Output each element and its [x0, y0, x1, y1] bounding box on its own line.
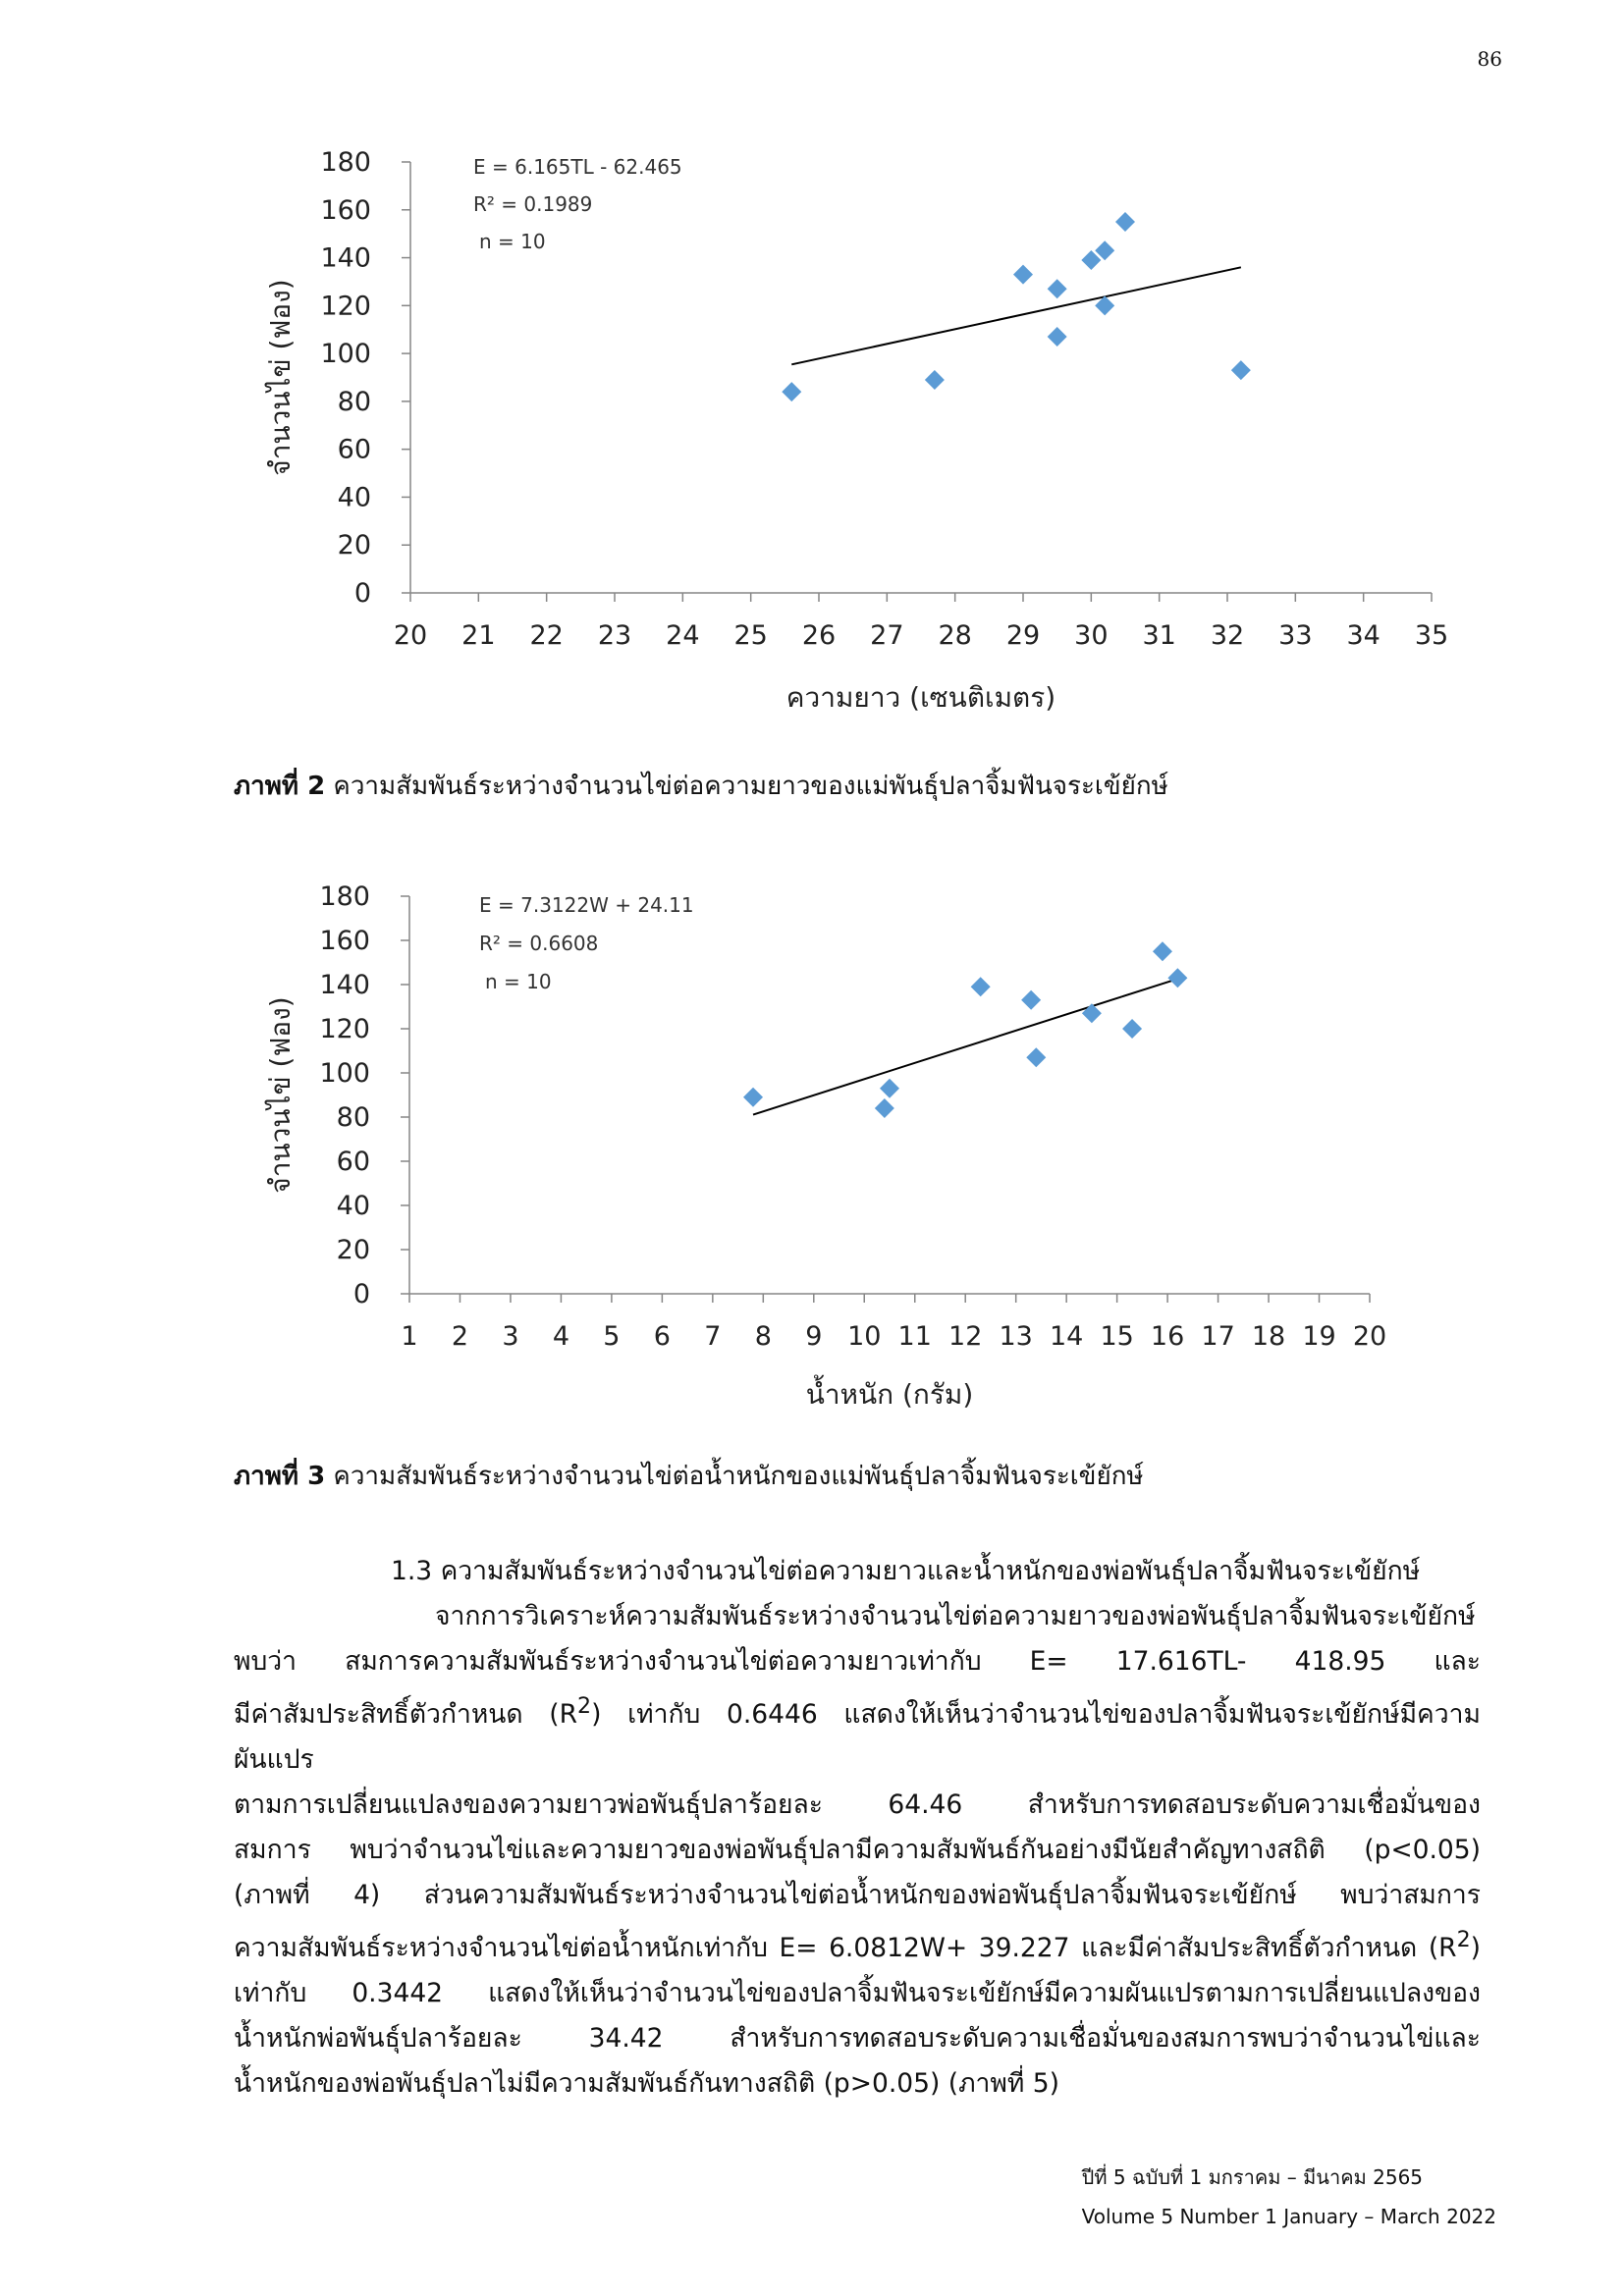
equation-annotation: R² = 0.1989	[473, 192, 593, 216]
section-heading: 1.3 ความสัมพันธ์ระหว่างจำนวนไข่ต่อความยาวและน้ำหนักของพ่อพันธุ์ปลาจิ้มฟันจระเข้ยักษ์	[391, 1556, 1421, 1586]
data-point	[1153, 941, 1172, 961]
x-tick-label: 20	[1352, 1321, 1387, 1352]
x-tick-label: 3	[502, 1321, 519, 1352]
data-point	[875, 1098, 894, 1118]
data-point	[1013, 265, 1033, 285]
figure-3-chart	[236, 879, 1492, 1448]
x-tick-label: 30	[1074, 620, 1109, 651]
data-point	[880, 1079, 899, 1098]
equation-annotation: E = 6.165TL - 62.465	[473, 155, 682, 179]
x-tick-label: 15	[1100, 1321, 1134, 1352]
data-point	[1231, 360, 1251, 380]
x-tick-label: 27	[870, 620, 904, 651]
x-tick-label: 33	[1278, 620, 1313, 651]
figure-2-caption	[234, 766, 1168, 806]
x-tick-label: 10	[847, 1321, 882, 1352]
figure-2-chart	[236, 137, 1492, 746]
paragraph-line: เท่ากับ 0.3442 แสดงให้เห็นว่าจำนวนไข่ของปลาจิ้มฟันจระเข้ยักษ์มีความผันแปรตามการเปลี่ยนแปลงของ	[234, 1977, 1481, 2008]
equation-annotation: R² = 0.6608	[479, 932, 599, 955]
x-tick-label: 24	[666, 620, 700, 651]
y-tick-label: 140	[319, 970, 370, 1000]
y-tick-label: 120	[319, 1014, 370, 1044]
figure-2-label: ภาพที่ 2	[234, 772, 326, 801]
equation-annotation: n = 10	[485, 970, 552, 993]
x-tick-label: 28	[938, 620, 972, 651]
figure-3-caption	[234, 1456, 1144, 1496]
page-number: 86	[1477, 47, 1502, 71]
paragraph-line: มีค่าสัมประสิทธิ์ตัวกำหนด $(R^2)$ เท่ากับ 0.6446 แสดงให้เห็นว่าจำนวนไข่ของปลาจิ้มฟันจระเข้ยักษ์มีความผันแปร	[234, 1694, 1481, 1775]
paragraph-line: น้ำหนักของพ่อพันธุ์ปลาไม่มีความสัมพันธ์กันทางสถิติ (p>0.05) (ภาพที่ 5)	[234, 2067, 1059, 2099]
y-tick-label: 40	[336, 1191, 370, 1221]
figure-2-caption-text: ความสัมพันธ์ระหว่างจำนวนไข่ต่อความยาวของแม่พันธุ์ปลาจิ้มฟันจระเข้ยักษ์	[325, 772, 1168, 801]
x-tick-label: 32	[1210, 620, 1245, 651]
data-point	[1115, 212, 1135, 232]
y-tick-label: 120	[320, 291, 371, 322]
x-axis-title: ความยาว (เซนติเมตร)	[785, 681, 1056, 714]
x-tick-label: 6	[653, 1321, 671, 1352]
y-tick-label: 0	[352, 1279, 370, 1309]
data-point	[925, 370, 945, 390]
y-tick-label: 140	[320, 242, 371, 274]
x-tick-label: 18	[1251, 1321, 1286, 1352]
x-tick-label: 16	[1150, 1321, 1185, 1352]
x-tick-label: 2	[451, 1321, 469, 1352]
paragraph-line: ตามการเปลี่ยนแปลงของความยาวพ่อพันธุ์ปลาร้อยละ 64.46 สำหรับการทดสอบระดับความเชื่อมั่นของ	[234, 1789, 1481, 1820]
equation-annotation: E = 7.3122W + 24.11	[479, 893, 694, 917]
x-tick-label: 23	[597, 620, 632, 651]
data-point	[1048, 279, 1067, 298]
footer-thai: ปีที่ 5 ฉบับที่ 1 มกราคม – มีนาคม 2565	[1081, 2165, 1424, 2189]
paragraph-line: (ภาพที่ 4) ส่วนความสัมพันธ์ระหว่างจำนวนไข่ต่อน้ำหนักของพ่อพันธุ์ปลาจิ้มฟันจระเข้ยักษ์ พบว่าสมการ	[234, 1879, 1481, 1910]
x-tick-label: 31	[1142, 620, 1176, 651]
data-point	[782, 382, 801, 401]
y-tick-label: 60	[337, 434, 371, 465]
x-tick-label: 12	[948, 1321, 983, 1352]
y-tick-label: 20	[336, 1235, 370, 1265]
trendline	[791, 267, 1241, 364]
x-tick-label: 1	[401, 1321, 418, 1352]
y-tick-label: 20	[337, 530, 371, 561]
y-tick-label: 100	[319, 1058, 370, 1089]
equation-annotation: n = 10	[479, 230, 546, 253]
superscript: 2	[1456, 1927, 1471, 1952]
footer-english: Volume 5 Number 1 January – March 2022	[1081, 2205, 1496, 2228]
x-tick-label: 26	[801, 620, 837, 651]
y-tick-label: 80	[337, 386, 371, 417]
paragraph-line: พบว่า สมการความสัมพันธ์ระหว่างจำนวนไข่ต่อความยาวเท่ากับ E= 17.616TL- 418.95 และ	[234, 1646, 1481, 1677]
data-point	[1021, 990, 1041, 1010]
x-tick-label: 21	[461, 620, 496, 651]
x-tick-label: 20	[393, 620, 428, 651]
x-tick-label: 14	[1049, 1321, 1084, 1352]
x-tick-label: 19	[1302, 1321, 1336, 1352]
x-tick-label: 7	[704, 1321, 722, 1352]
x-tick-label: 5	[603, 1321, 621, 1352]
x-tick-label: 34	[1346, 620, 1380, 651]
figure-3-caption-text: ความสัมพันธ์ระหว่างจำนวนไข่ต่อน้ำหนักของแม่พันธุ์ปลาจิ้มฟันจระเข้ยักษ์	[325, 1462, 1144, 1491]
paragraph-line: จากการวิเคราะห์ความสัมพันธ์ระหว่างจำนวนไข่ต่อความยาวของพ่อพันธุ์ปลาจิ้มฟันจระเข้ยักษ์	[435, 1601, 1476, 1631]
x-tick-label: 11	[897, 1321, 932, 1352]
y-axis-title: จำนวนไข่ (ฟอง)	[264, 279, 297, 476]
data-point	[1026, 1047, 1046, 1067]
x-tick-label: 9	[805, 1321, 823, 1352]
y-tick-label: 80	[336, 1102, 370, 1133]
x-tick-label: 4	[552, 1321, 570, 1352]
paragraph-line: ความสัมพันธ์ระหว่างจำนวนไข่ต่อน้ำหนักเท่ากับ E= 6.0812W+ 39.227 และมีค่าสัมประสิทธิ์ตัวกำหนด $(R^2)$	[234, 1927, 1481, 1963]
y-tick-label: 160	[319, 926, 370, 956]
data-point	[1082, 1003, 1102, 1023]
y-tick-label: 40	[337, 482, 371, 513]
x-tick-label: 25	[733, 620, 768, 651]
data-point	[1167, 968, 1187, 988]
y-tick-label: 180	[319, 881, 370, 912]
data-point	[1048, 327, 1067, 347]
paragraph-line: สมการ พบว่าจำนวนไข่และความยาวของพ่อพันธุ์ปลามีความสัมพันธ์กันอย่างมีนัยสำคัญทางสถิติ (p<0.05)	[234, 1834, 1481, 1865]
data-point	[743, 1088, 763, 1107]
y-tick-label: 0	[353, 578, 371, 609]
x-tick-label: 29	[1005, 620, 1041, 651]
body-text	[234, 1549, 1481, 2107]
data-point	[1122, 1019, 1142, 1039]
x-axis-title: น้ำหนัก (กรัม)	[805, 1378, 974, 1411]
y-tick-label: 160	[320, 194, 371, 226]
x-tick-label: 22	[529, 620, 564, 651]
data-point	[971, 977, 991, 996]
y-tick-label: 100	[320, 339, 371, 370]
superscript: 2	[577, 1694, 592, 1719]
x-tick-label: 8	[754, 1321, 772, 1352]
trendline	[753, 979, 1177, 1114]
x-tick-label: 13	[999, 1321, 1033, 1352]
x-tick-label: 35	[1414, 620, 1449, 651]
y-axis-title: จำนวนไข่ (ฟอง)	[264, 996, 297, 1194]
y-tick-label: 180	[320, 147, 371, 178]
paragraph-line: น้ำหนักพ่อพันธุ์ปลาร้อยละ 34.42 สำหรับการทดสอบระดับความเชื่อมั่นของสมการพบว่าจำนวนไข่และ	[234, 2022, 1481, 2054]
footer	[1082, 2158, 1496, 2236]
y-tick-label: 60	[336, 1147, 370, 1177]
figure-3-label: ภาพที่ 3	[234, 1462, 326, 1491]
x-tick-label: 17	[1201, 1321, 1235, 1352]
